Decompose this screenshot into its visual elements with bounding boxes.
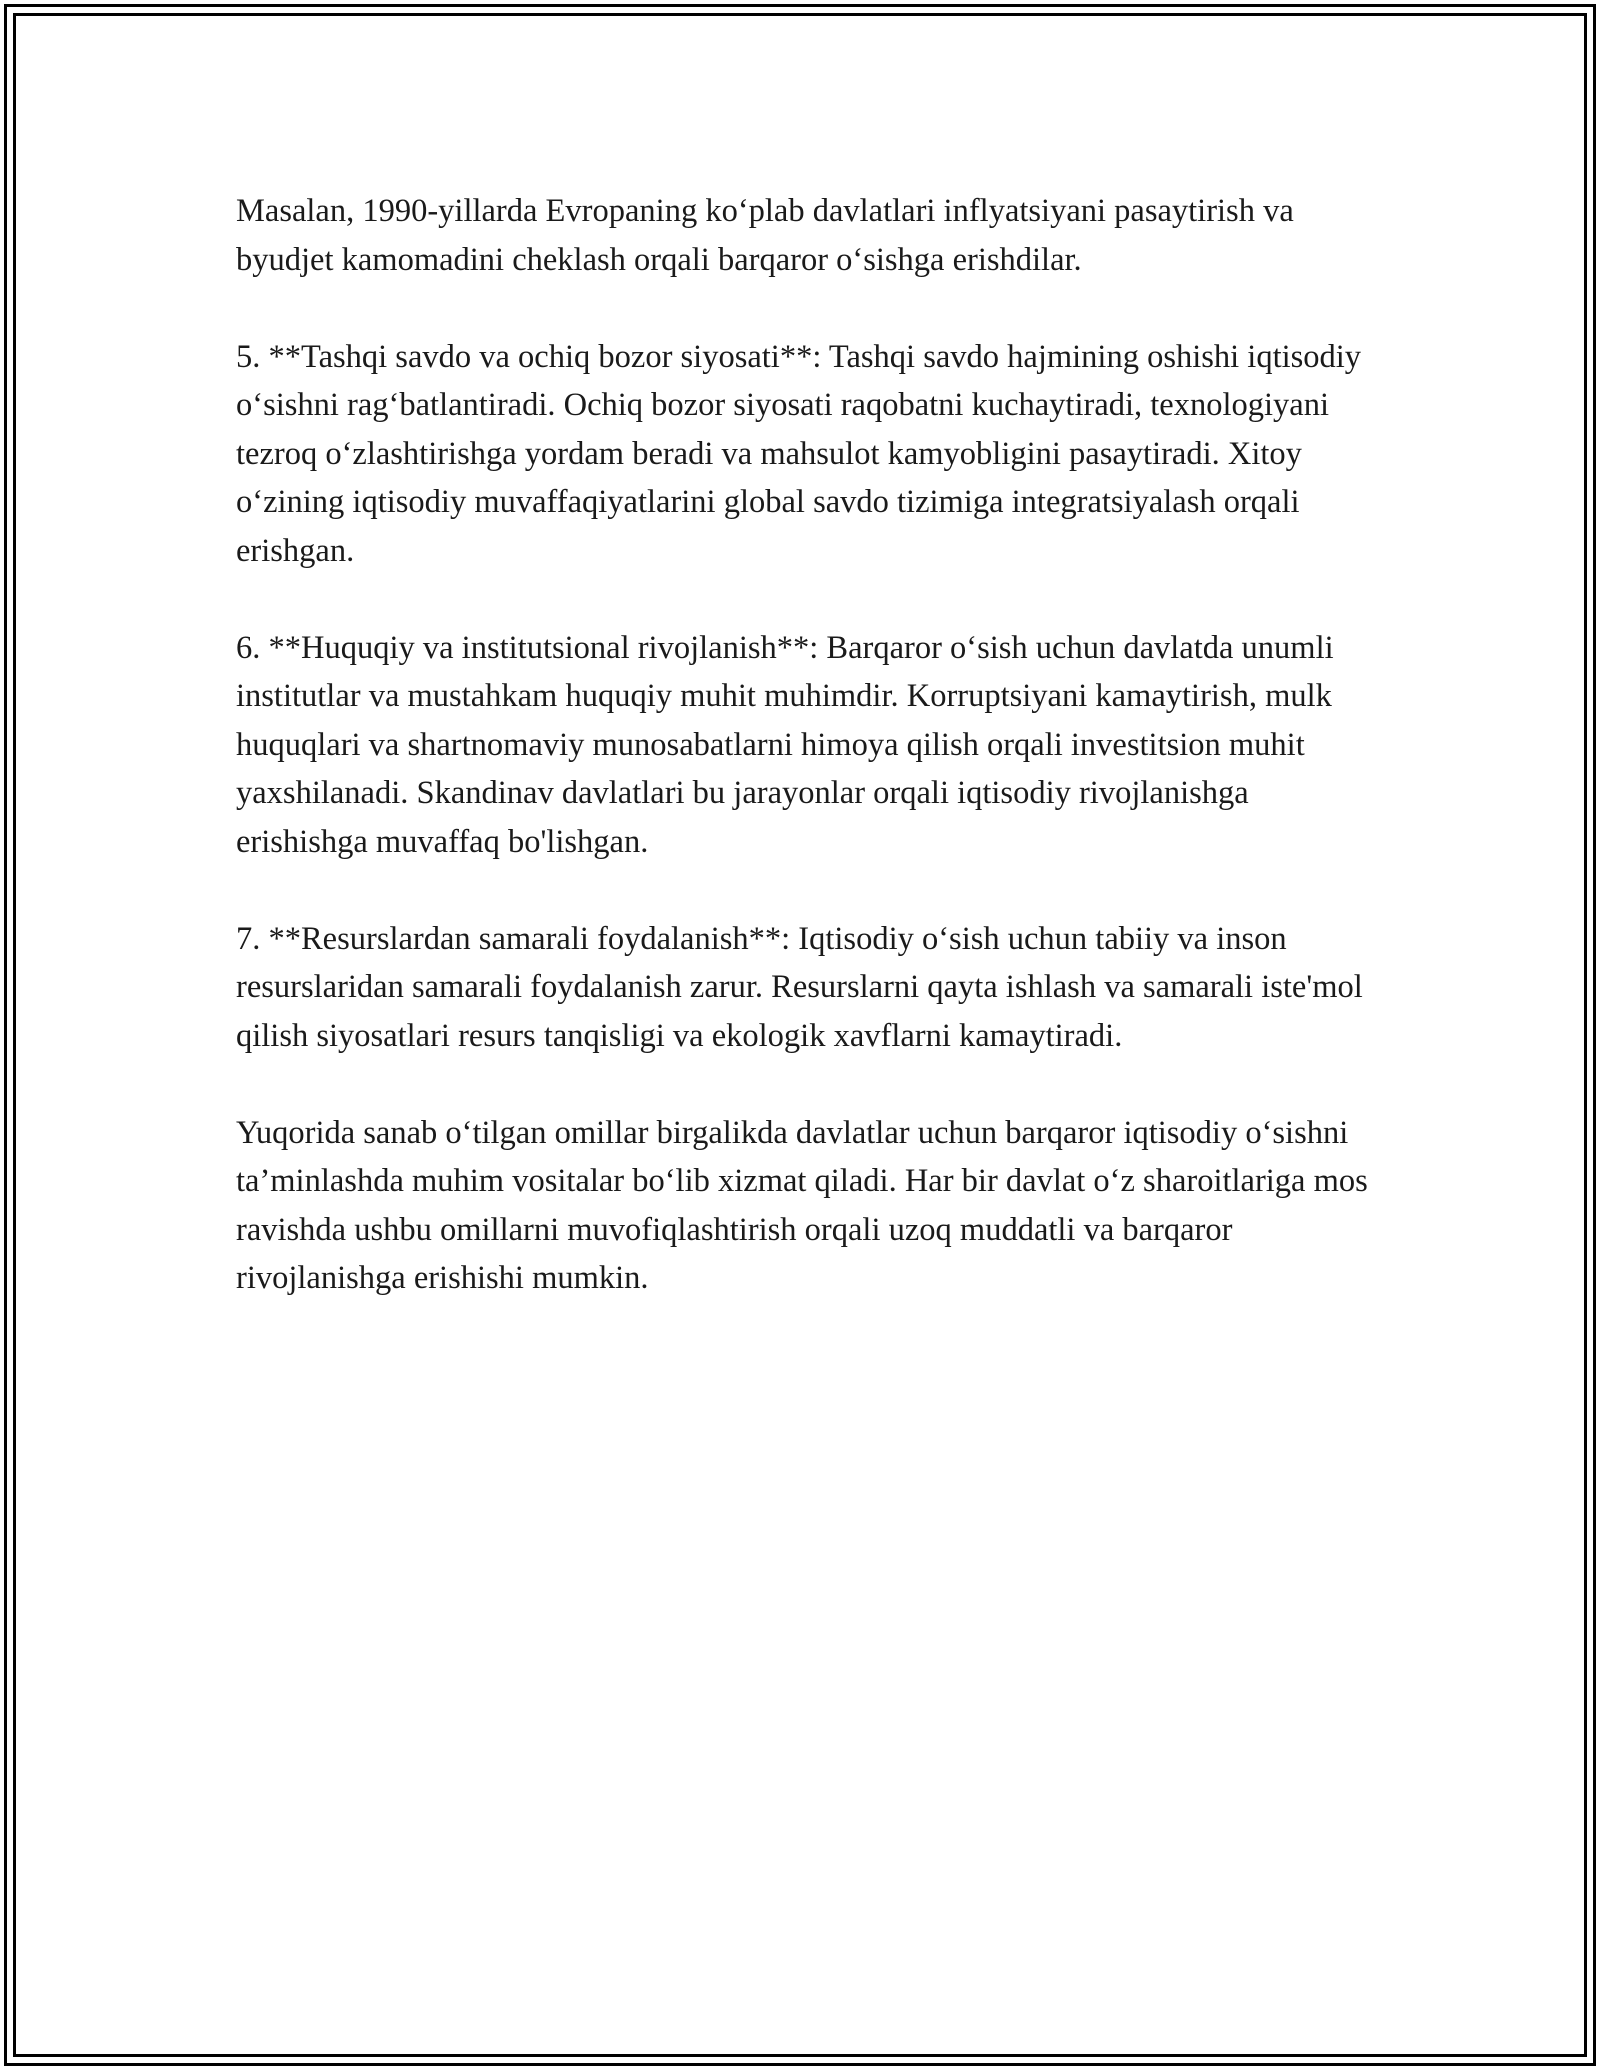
- paragraph-foreign-trade: 5. **Tashqi savdo va ochiq bozor siyosati**: Tashqi savdo hajmining oshishi iqtisodiy o‘sishni rag‘batlantiradi. Ochiq bozor siyosati raqobatni kuchaytiradi, texnologiyani tezroq o‘zlashtirishga yordam beradi va mahsulot kamyobligini pasaytiradi. Xitoy o‘zining iqtisodiy muvaffaqiyatlarini global savdo tizimiga integratsiyalash orqali erishgan.: [236, 338, 1362, 569]
- paragraph-conclusion: Yuqorida sanab o‘tilgan omillar birgalikda davlatlar uchun barqaror iqtisodiy o‘sishni ta’minlashda muhim vositalar bo‘lib xizmat qiladi. Har bir davlat o‘z sharoitlariga mos ravishda ushbu omillarni muvofiqlashtirish orqali uzoq muddatli va barqaror rivojlanishga erishishi mumkin.: [236, 1114, 1368, 1296]
- paragraph-intro-example: Masalan, 1990-yillarda Evropaning ko‘plab davlatlari inflyatsiyani pasaytirish va byudjet kamomadini cheklash orqali barqaror o‘sishga erishdilar.: [236, 193, 1294, 278]
- document-body: [236, 187, 1376, 1351]
- paragraph-resource-efficiency: 7. **Resurslardan samarali foydalanish**: Iqtisodiy o‘sish uchun tabiiy va inson resurslaridan samarali foydalanish zarur. Resurslarni qayta ishlash va samarali iste'mol qilish siyosatlari resurs tanqisligi va ekologik xavflarni kamaytiradi.: [236, 920, 1363, 1054]
- paragraph-legal-institutional: 6. **Huquqiy va institutsional rivojlanish**: Barqaror o‘sish uchun davlatda unumli institutlar va mustahkam huquqiy muhit muhimdir. Korruptsiyani kamaytirish, mulk huquqlari va shartnomaviy munosabatlarni himoya qilish orqali investitsion muhit yaxshilanadi. Skandinav davlatlari bu jarayonlar orqali iqtisodiy rivojlanishga erishishga muvaffaq bo'lishgan.: [236, 629, 1334, 860]
